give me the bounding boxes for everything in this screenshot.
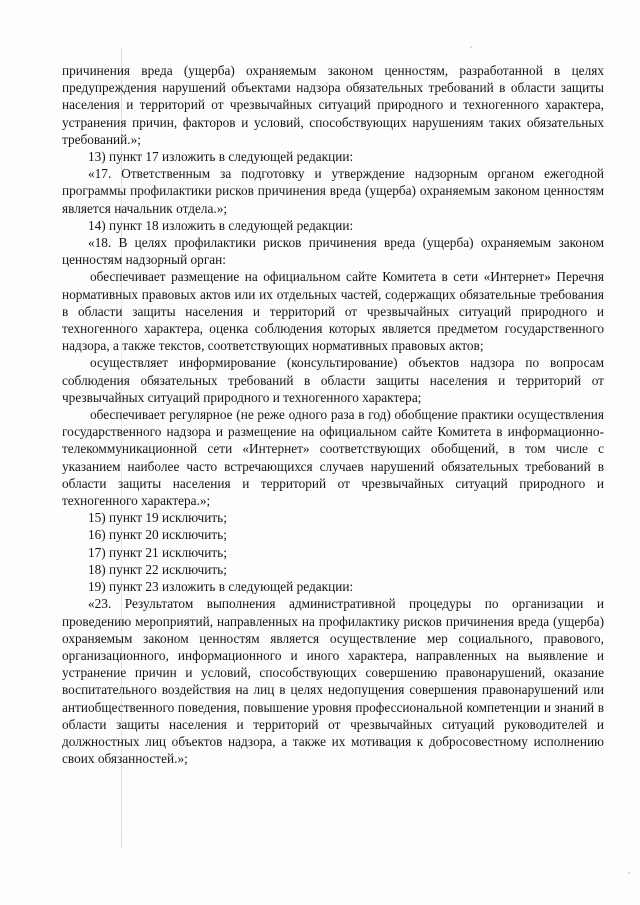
paragraph-clause-23: «23. Результатом выполнения административной процедуры по организации и проведению мероприятий, направленных на профилактику рисков причинения вреда (ущерба) охраняемым законом ценностям является осуществление мер социального, правового, организационного, информационного и иного характера, направленных на выявление и устранение причин и условий, способствующих совершению правонарушений, оказание воспитательного воздействия на лиц в целях недопущения совершения правонарушений или антиобщественного поведения, повышение уровня профессиональной компетенции и знаний в области защиты населения и территорий от чрезвычайных ситуаций руководителей и должностных лиц объектов надзора, а также их мотивация к добросовестному исполнению своих обязанностей.»; [62, 596, 604, 767]
paragraph-clause-18-informing: осуществляет информирование (консультирование) объектов надзора по вопросам соблюдения обязательных требований в области защиты населения и территорий от чрезвычайных ситуаций природного и техногенного характера; [62, 355, 604, 405]
paragraph-clause-18: «18. В целях профилактики рисков причинения вреда (ущерба) охраняемым законом ценностям надзорный орган: [62, 235, 604, 268]
paragraph-item-16: 16) пункт 20 исключить; [88, 527, 227, 543]
paragraph-continuation: причинения вреда (ущерба) охраняемым законом ценностям, разработанной в целях предупреждения нарушений объектами надзора обязательных требований в области защиты населения и территорий от чрезвычайных ситуаций природного и техногенного характера, устранения причин, факторов и условий, способствующих нарушениям таких обязательных требований.»; [62, 63, 604, 147]
paragraph-item-13: 13) пункт 17 изложить в следующей редакции: [88, 149, 354, 165]
paragraph-item-14: 14) пункт 18 изложить в следующей редакции: [88, 217, 354, 233]
paragraph-item-15: 15) пункт 19 исключить; [88, 510, 227, 526]
paragraph-item-19: 19) пункт 23 изложить в следующей редакции: [88, 579, 354, 595]
paragraph-clause-17: «17. Ответственным за подготовку и утверждение надзорным органом ежегодной программы профилактики рисков причинения вреда (ущерба) охраняемым законом ценностям является начальник отдела.»; [62, 166, 604, 216]
paragraph-item-17: 17) пункт 21 исключить; [88, 544, 227, 560]
paragraph-item-18: 18) пункт 22 исключить; [88, 561, 227, 577]
scan-speck [628, 872, 630, 874]
scan-speck [470, 46, 472, 48]
paragraph-clause-18-summarizing: обеспечивает регулярное (не реже одного раза в год) обобщение практики осуществления государственного надзора и размещение на официальном сайте Комитета в информационно-телекоммуникационной сети «Интернет» соответствующих обобщений, в том числе с указанием наиболее часто встречающихся случаев нарушений обязательных требований в области защиты населения и территорий от чрезвычайных ситуаций природного и техногенного характера.»; [62, 407, 604, 509]
document-body [62, 62, 604, 767]
paragraph-clause-18-publication: обеспечивает размещение на официальном сайте Комитета в сети «Интернет» Перечня нормативных правовых актов или их отдельных частей, содержащих обязательные требования в области защиты населения и территорий от чрезвычайных ситуаций природного и техногенного характера, оценка соблюдения которых является предметом государственного надзора, а также текстов, соответствующих нормативных правовых актов; [62, 269, 604, 354]
